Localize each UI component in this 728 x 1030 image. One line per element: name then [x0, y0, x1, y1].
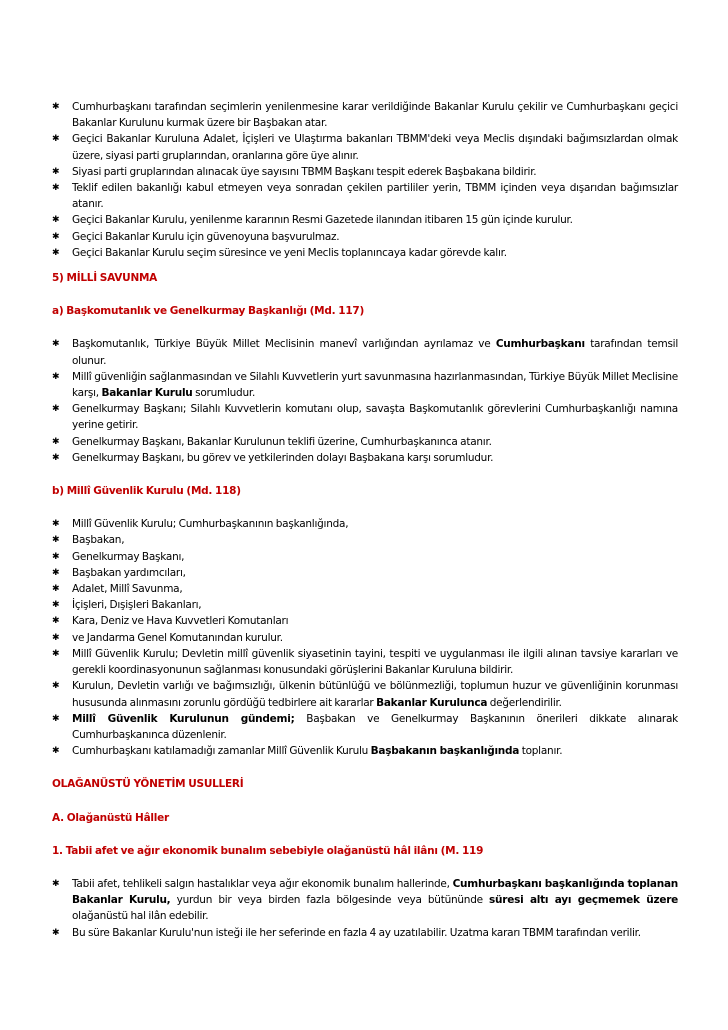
list-item-text: sorumludur.: [192, 387, 256, 400]
list-item: [52, 369, 678, 401]
list-item-text: yurdun bir veya birden fazla bölgesinde veya bütününde: [170, 894, 490, 907]
subsection-heading-baskomutanlik: a) Başkomutanlık ve Genelkurmay Başkanlığı (Md. 117): [52, 305, 364, 318]
list-item: ✱ Geçici Bakanlar Kurulu, yenilenme kararının Resmi Gazetede ilanından itibaren 15 gün içinde kurulur.: [52, 212, 678, 228]
list-item: ✱ Bu süre Bakanlar Kurulu'nun isteği ile her seferinde en fazla 4 ay uzatılabilir. Uzatma kararı TBMM tarafından verilir.: [52, 925, 678, 941]
list-item: ✱ Millî Güvenlik Kurulu; Cumhurbaşkanının başkanlığında,: [52, 516, 678, 532]
list-item: [52, 678, 678, 710]
guvenlik-bullet-list: [52, 516, 678, 759]
list-item-text: Cumhurbaşkanı katılamadığı zamanlar Millî Güvenlik Kurulu: [72, 745, 371, 758]
list-item: ✱ Cumhurbaşkanı tarafından seçimlerin yenilenmesine karar verildiğinde Bakanlar Kurulu çekilir ve Cumhurbaşkanı geçici Bakanlar Kurulunu kurmak üzere bir Başbakan atar.: [52, 99, 678, 131]
list-item: ✱ Adalet, Millî Savunma,: [52, 581, 678, 597]
list-item: [52, 876, 678, 925]
list-item-bold: Cumhurbaşkanı: [495, 338, 585, 351]
list-item-text: değerlendirilir.: [487, 696, 562, 709]
list-item: [52, 336, 678, 368]
list-item: ✱ İçişleri, Dışişleri Bakanları,: [52, 597, 678, 613]
list-item-text: Millî güvenliğin sağlanmasından ve Silahlı Kuvvetlerin yurt savunmasına hazırlanmasından, Türkiye Büyük Millet Meclisine karşı,: [72, 370, 678, 400]
tabii-bullet-list: [52, 876, 678, 941]
list-item-text: olağanüstü hal ilân edebilir.: [72, 910, 209, 923]
list-item: ✱ Kara, Deniz ve Hava Kuvvetleri Komutanları: [52, 613, 678, 629]
savunma-bullet-list: [52, 336, 678, 466]
list-item-text: toplanır.: [519, 745, 563, 758]
list-item: ✱ Siyasi parti gruplarından alınacak üye sayısını TBMM Başkanı tespit ederek Başbakana bildirir.: [52, 164, 678, 180]
subsection-heading-guvenlik-kurulu: b) Millî Güvenlik Kurulu (Md. 118): [52, 485, 241, 498]
list-item: ✱ Geçici Bakanlar Kurulu seçim süresince ve yeni Meclis toplanıncaya kadar görevde kalır.: [52, 245, 678, 261]
section-heading-milli-savunma: 5) MİLLİ SAVUNMA: [52, 272, 158, 285]
subsection-heading-olaganustu-haller: A. Olağanüstü Hâller: [52, 811, 169, 824]
list-item-bold: Millî Güvenlik Kurulunun gündemi;: [72, 712, 295, 725]
section-heading-olaganustu: OLAĞANÜSTÜ YÖNETİM USULLERİ: [52, 778, 244, 791]
list-item: ✱ Genelkurmay Başkanı, Bakanlar Kurulunun teklifi üzerine, Cumhurbaşkanınca atanır.: [52, 434, 678, 450]
list-item-bold: Başbakanın başkanlığında: [370, 745, 520, 758]
list-item-bold: süresi altı ayı geçmemek üzere: [489, 894, 679, 907]
list-item-bold: Bakanlar Kurulu: [101, 387, 193, 400]
list-item: ✱ Genelkurmay Başkanı,: [52, 549, 678, 565]
list-item: ✱ Genelkurmay Başkanı, bu görev ve yetkilerinden dolayı Başbakana karşı sorumludur.: [52, 450, 678, 466]
list-item: ✱ Başbakan,: [52, 532, 678, 548]
subsection-heading-tabii-afet: 1. Tabii afet ve ağır ekonomik bunalım sebebiyle olağanüstü hâl ilânı (M. 119: [52, 844, 484, 857]
list-item: ✱ Genelkurmay Başkanı; Silahlı Kuvvetlerin komutanı olup, savaşta Başkomutanlık görevlerini Cumhurbaşkanlığı namına yerine getirir.: [52, 401, 678, 433]
list-item: ✱ Millî Güvenlik Kurulu; Devletin millî güvenlik siyasetinin tayini, tespiti ve uygulanması ile ilgili alınan tavsiye kararları ve gerekli koordinasyonunun sağlanması konusundaki görüşlerini Bakanlar Kuruluna bildirir.: [52, 646, 678, 678]
top-bullet-list: [52, 99, 678, 261]
list-item-bold: Cumhurbaşkanı başkanlığında toplanan Bakanlar Kurulu,: [72, 877, 678, 907]
document-page: [52, 99, 678, 941]
list-item: ✱ Başbakan yardımcıları,: [52, 565, 678, 581]
list-item-text: tarafından temsil olunur.: [72, 338, 678, 367]
list-item: [52, 711, 678, 743]
list-item-bold: Bakanlar Kurulunca: [376, 696, 488, 709]
list-item-text: Tabii afet, tehlikeli salgın hastalıklar veya ağır ekonomik bunalım hallerinde,: [72, 877, 453, 890]
list-item: ✱ Teklif edilen bakanlığı kabul etmeyen veya sonradan çekilen partililer yerin, TBMM içinden veya dışarıdan bağımsızlar atanır.: [52, 180, 678, 212]
list-item: ✱ Geçici Bakanlar Kurulu için güvenoyuna başvurulmaz.: [52, 229, 678, 245]
list-item: ✱ Geçici Bakanlar Kuruluna Adalet, İçişleri ve Ulaştırma bakanları TBMM'deki veya Meclis dışındaki bağımsızlardan olmak üzere, siyasi parti gruplarından, oranlarına göre üye alınır.: [52, 131, 678, 163]
list-item-text: Kurulun, Devletin varlığı ve bağımsızlığı, ülkenin bütünlüğü ve bölünmezliği, toplumun huzur ve güvenliğinin korunması hususunda alınmasını zorunlu gördüğü tedbirlere ait kararlar: [72, 680, 678, 709]
list-item: [52, 743, 678, 759]
list-item-text: Başbakan ve Genelkurmay Başkanının önerileri dikkate alınarak Cumhurbaşkanınca düzenlenir.: [72, 712, 678, 741]
list-item-text: Başkomutanlık, Türkiye Büyük Millet Meclisinin manevî varlığından ayrılamaz ve: [72, 338, 496, 351]
list-item: ✱ ve Jandarma Genel Komutanından kurulur.: [52, 630, 678, 646]
